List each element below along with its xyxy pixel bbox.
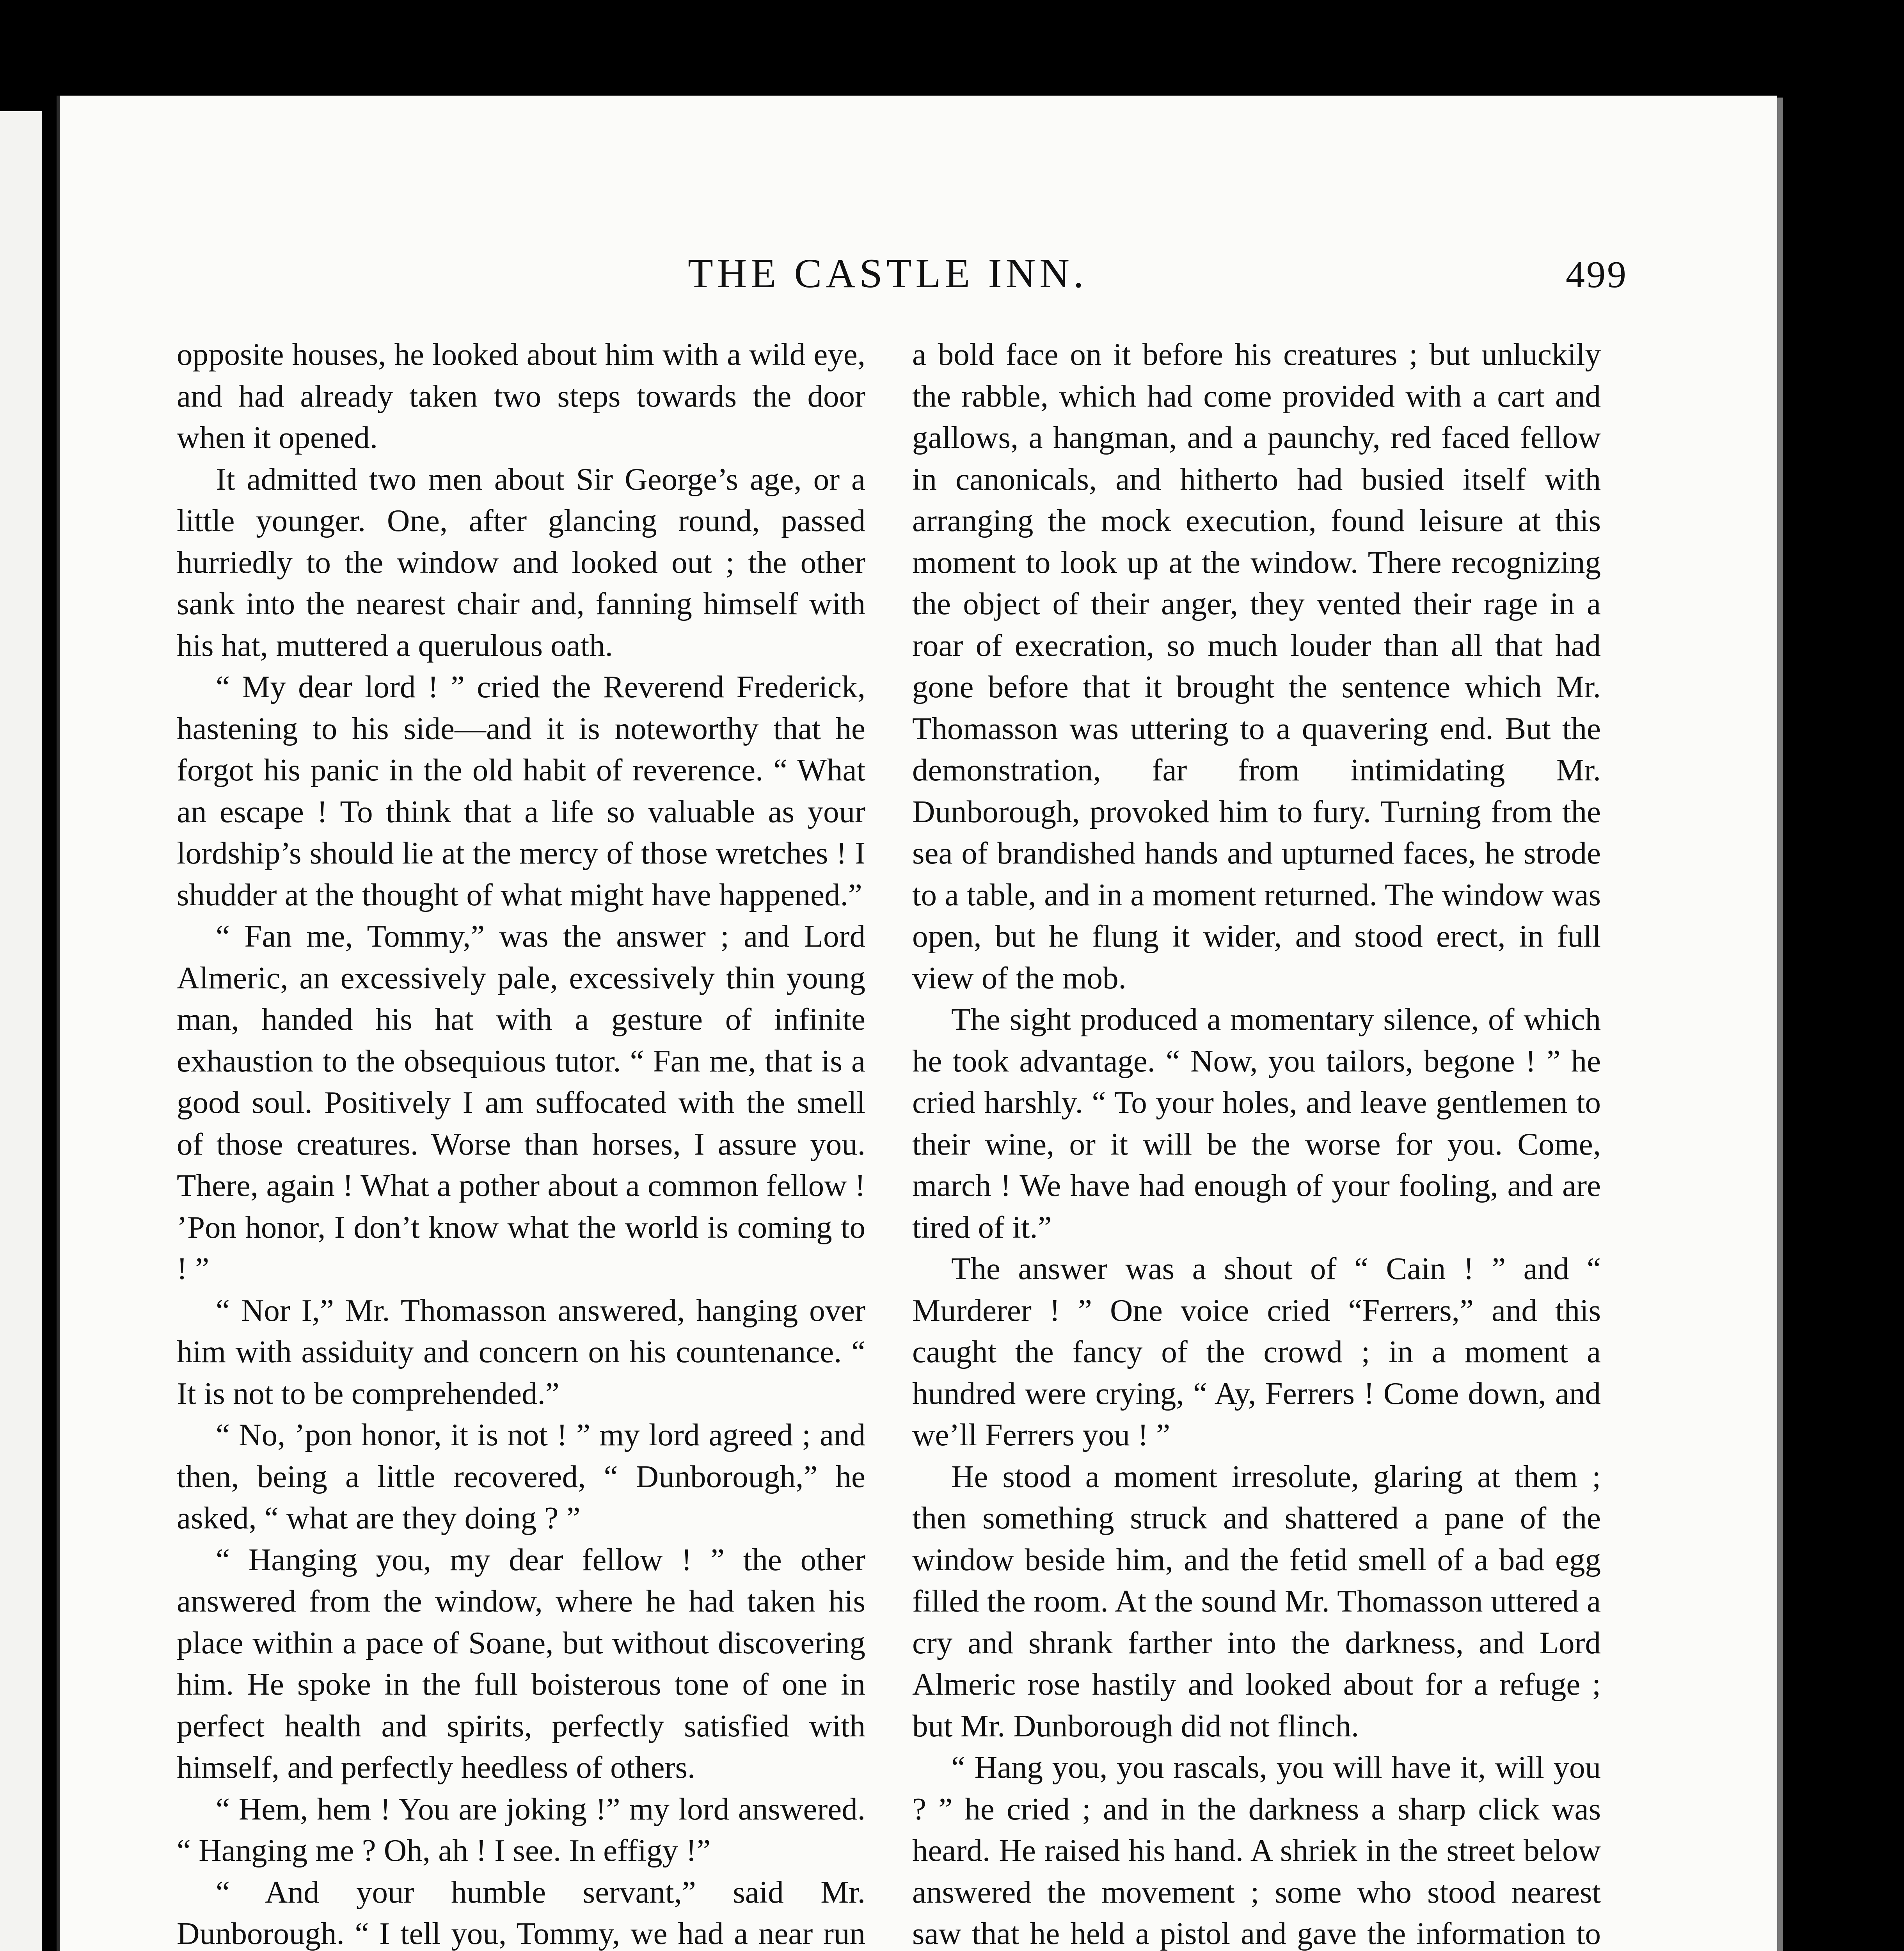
- paragraph: The answer was a shout of “ Cain ! ” and “ Murderer ! ” One voice cried “Ferrers,” and this caught the fancy of the crowd ; in a moment a hundred were crying, “ Ay, Ferrers ! Come down, and we’ll Ferrers you ! ”: [912, 1251, 1601, 1452]
- paragraph: “ And your humble servant,” said Mr. Dunborough. “ I tell you, Tommy, we had a near run: [177, 1874, 865, 1951]
- paragraph: “ Hem, hem ! You are joking !” my lord answered. “ Hanging me ? Oh, ah ! I see. In effigy !”: [177, 1791, 865, 1868]
- book-page: [57, 96, 1777, 1951]
- paragraph: “ My dear lord ! ” cried the Reverend Frederick, hastening to his side—and it is noteworthy that he forgot his panic in the old habit of reverence. “ What an escape ! To think that a life so valuable as your lordship’s should lie at the mercy of those wretches ! I shudder at the thought of what might have happened.”: [177, 669, 865, 912]
- paragraph: It admitted two men about Sir George’s age, or a little younger. One, after glancing round, passed hurriedly to the window and looked out ; the other sank into the nearest chair and, fanning himself with his hat, muttered a querulous oath.: [177, 461, 865, 663]
- paragraph: “ Hanging you, my dear fellow ! ” the other answered from the window, where he had taken his place within a pace of Soane, but without discovering him. He spoke in the full boisterous tone of one in perfect health and spirits, perfectly satisfied with himself, and perfectly heedless of others.: [177, 1542, 865, 1785]
- paragraph: “ Fan me, Tommy,” was the answer ; and Lord Almeric, an excessively pale, excessively thin young man, handed his hat with a gesture of infinite exhaustion to the obsequious tutor. “ Fan me, that is a good soul. Positively I am suffocated with the smell of those creatures. Worse than horses, I assure you. There, again ! What a pother about a common fellow ! ’Pon honor, I don’t know what the world is coming to ! ”: [177, 919, 865, 1286]
- paragraph: “ Nor I,” Mr. Thomasson answered, hanging over him with assiduity and concern on his countenance. “ It is not to be comprehended.”: [177, 1292, 865, 1411]
- left-text-column: [177, 334, 865, 1951]
- paragraph: He stood a moment irresolute, glaring at them ; then something struck and shattered a pane of the window beside him, and the fetid smell of a bad egg filled the room. At the sound Mr. Thomasson uttered a cry and shrank farther into the darkness, and Lord Almeric rose hastily and looked about for a refuge ; but Mr. Dunborough did not flinch.: [912, 1459, 1601, 1743]
- running-head: [60, 250, 1780, 308]
- page-header-title: THE CASTLE INN.: [688, 251, 1088, 296]
- paragraph: opposite houses, he looked about him with a wild eye, and had already taken two steps towards the door when it opened.: [177, 337, 865, 455]
- right-text-column: [912, 334, 1601, 1951]
- paragraph: “ No, ’pon honor, it is not ! ” my lord agreed ; and then, being a little recovered, “ Dunborough,” he asked, “ what are they doing ? ”: [177, 1417, 865, 1535]
- paragraph: The sight produced a momentary silence, of which he took advantage. “ Now, you tailors, begone ! ” he cried harshly. “ To your holes, and leave gentlemen to their wine, or it will be the worse for you. Come, march ! We have had enough of your fooling, and are tired of it.”: [912, 1002, 1601, 1245]
- paragraph: “ Hang you, you rascals, you will have it, will you ? ” he cried ; and in the darkness a sharp click was heard. He raised his hand. A shriek in the street below answered the movement ; some who stood nearest saw that he held a pistol and gave the information to: [912, 1750, 1601, 1951]
- page-number: 499: [1566, 254, 1628, 296]
- previous-page-edge: [0, 111, 42, 1951]
- paragraph: a bold face on it before his creatures ; but unluckily the rabble, which had come provided with a cart and gallows, a hangman, and a paunchy, red faced fellow in canonicals, and hitherto had busied itself with arranging the mock execution, found leisure at this moment to look up at the window. There recognizing the object of their anger, they vented their rage in a roar of execration, so much louder than all that had gone before that it brought the sentence which Mr. Thomasson was uttering to a quavering end. But the demonstration, far from intimidating Mr. Dunborough, provoked him to fury. Turning from the sea of brandished hands and upturned faces, he strode to a table, and in a moment returned. The window was open, but he flung it wider, and stood erect, in full view of the mob.: [912, 337, 1601, 995]
